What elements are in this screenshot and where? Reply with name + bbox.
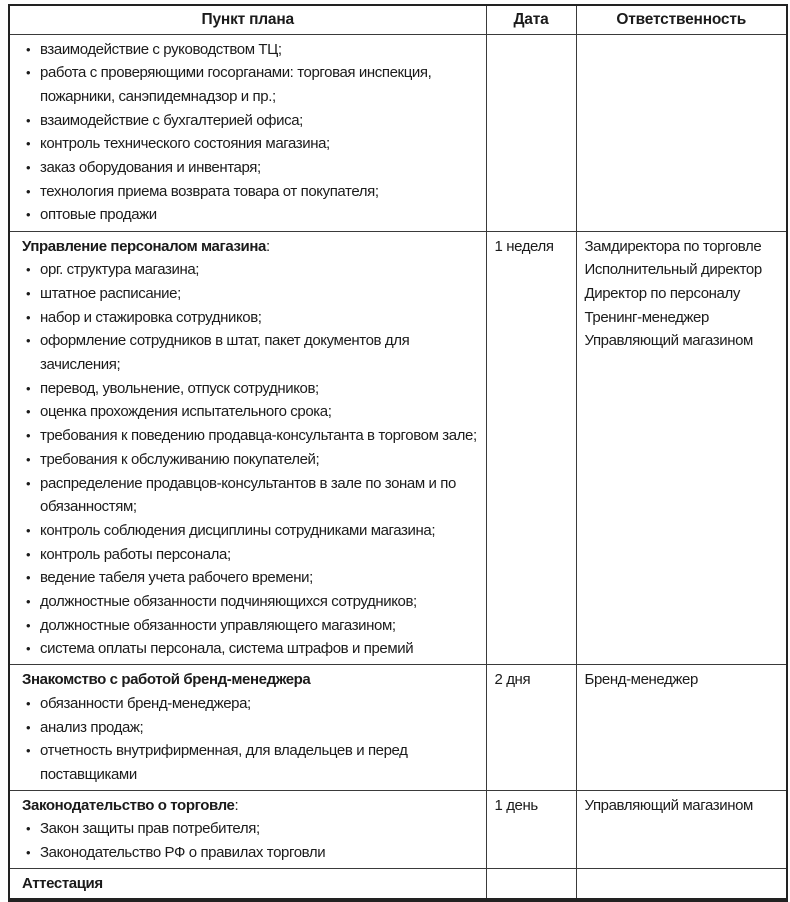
table-row [9,665,787,791]
list-item: • набор и стажировка сотрудников; [22,306,480,330]
plan-item-list [22,258,480,661]
plan-item-list [22,692,480,787]
column-header-plan-item: Пункт плана [9,5,486,34]
list-item: • технология приема возврата товара от покупателя; [22,180,480,204]
row-title-suffix: : [265,237,270,255]
list-item: • должностные обязанности подчиняющихся сотрудников; [22,590,480,614]
row-title [22,235,480,259]
list-item: • отчетность внутрифирменная, для владельцев и перед поставщиками [22,739,480,786]
plan-item-cell [9,868,486,900]
list-item: • должностные обязанности управляющего магазином; [22,614,480,638]
plan-item-cell [9,790,486,868]
list-item: • оптовые продажи [22,203,480,227]
table-header [9,5,787,34]
list-item: • взаимодействие с руководством ТЦ; [22,38,480,62]
list-item: • требования к обслуживанию покупателей; [22,448,480,472]
row-title-text: Знакомство с работой бренд-менеджера [22,671,311,689]
row-title-text: Управление персоналом магазина [22,237,266,255]
list-item: • оценка прохождения испытательного срока; [22,400,480,424]
column-header-date: Дата [486,5,576,34]
row-title [22,668,480,692]
column-header-responsibility: Ответственность [576,5,787,34]
list-item: • обязанности бренд-менеджера; [22,692,480,716]
list-item: • перевод, увольнение, отпуск сотрудников; [22,377,480,401]
list-item: • штатное расписание; [22,282,480,306]
table-row [9,231,787,665]
list-item: • контроль соблюдения дисциплины сотрудниками магазина; [22,519,480,543]
list-item: • распределение продавцов-консультантов в зале по зонам и по обязанностям; [22,472,480,519]
date-value: 1 день [494,796,538,814]
list-item: • оформление сотрудников в штат, пакет документов для зачисления; [22,329,480,376]
date-value: 2 дня [494,671,531,689]
responsibility-cell [576,34,787,231]
list-item: • Закон защиты прав потребителя; [22,817,480,841]
list-item: • взаимодействие с бухгалтерией офиса; [22,109,480,133]
list-item: • работа с проверяющими госорганами: торговая инспекция, пожарники, санэпидемнадзор и пр.; [22,61,480,108]
plan-item-cell [9,231,486,665]
row-title [22,794,480,818]
table-row [9,34,787,231]
responsibility-line: Управляющий магазином [584,796,753,814]
responsibility-cell [576,868,787,900]
responsibility-line: Тренинг-менеджер [584,308,709,326]
date-cell [486,34,576,231]
responsibility-line: Исполнительный директор [584,261,762,279]
table-row [9,790,787,868]
row-title-text: Аттестация [22,874,103,892]
row-title-text: Законодательство о торговле [22,796,235,814]
row-title-suffix: : [234,796,239,814]
list-item: • система оплаты персонала, система штрафов и премий [22,637,480,661]
list-item: • требования к поведению продавца-консультанта в торговом зале; [22,424,480,448]
date-cell [486,868,576,900]
date-cell [486,231,576,665]
plan-item-cell [9,34,486,231]
list-item: • контроль технического состояния магазина; [22,132,480,156]
responsibility-line: Директор по персоналу [584,284,740,302]
table-row [9,868,787,900]
plan-table-body [9,34,787,900]
list-item: • Законодательство РФ о правилах торговли [22,841,480,865]
list-item: • орг. структура магазина; [22,258,480,282]
plan-item-list [22,38,480,228]
list-item: • анализ продаж; [22,716,480,740]
date-cell [486,790,576,868]
list-item: • контроль работы персонала; [22,543,480,567]
responsibility-cell [576,665,787,791]
date-value: 1 неделя [494,237,554,255]
row-title [22,872,480,896]
plan-item-list [22,817,480,864]
date-cell [486,665,576,791]
responsibility-cell [576,790,787,868]
training-plan-table [8,4,788,902]
header-row [9,5,787,34]
responsibility-line: Управляющий магазином [584,332,753,350]
responsibility-cell [576,231,787,665]
responsibility-line: Замдиректора по торговле [584,237,762,255]
plan-item-cell [9,665,486,791]
responsibility-line: Бренд-менеджер [584,671,698,689]
list-item: • ведение табеля учета рабочего времени; [22,566,480,590]
list-item: • заказ оборудования и инвентаря; [22,156,480,180]
